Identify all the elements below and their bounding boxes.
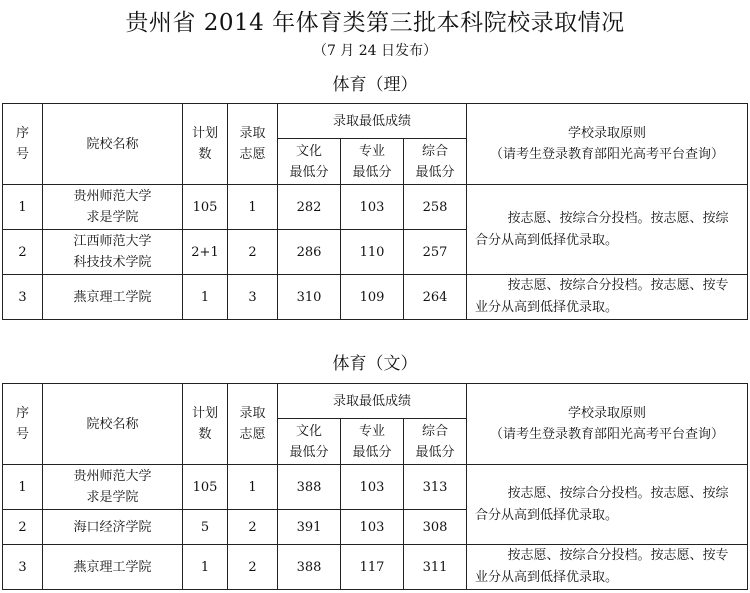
cell-choice: 2 [228,510,278,545]
cell-major: 109 [341,275,404,320]
header-choice: 录取 志愿 [228,104,278,185]
cell-combined: 257 [404,230,467,275]
cell-combined: 313 [404,465,467,510]
cell-school: 贵州师范大学 求是学院 [43,185,183,230]
header-seq: 序 号 [3,384,43,465]
cell-combined: 311 [404,545,467,590]
cell-principle: 按志愿、按综合分投档。按志愿、按专业分从高到低择优录取。 [467,545,748,590]
cell-choice: 3 [228,275,278,320]
cell-plan: 1 [183,545,228,590]
cell-principle: 按志愿、按综合分投档。按志愿、按专业分从高到低择优录取。 [467,275,748,320]
header-combined: 综合 最低分 [404,139,467,185]
page-title: 贵州省 2014 年体育类第三批本科院校录取情况 [125,10,625,36]
cell-seq: 3 [3,545,43,590]
cell-culture: 388 [278,545,341,590]
header-culture: 文化 最低分 [278,139,341,185]
cell-major: 117 [341,545,404,590]
header-principle: 学校录取原则 （请考生登录教育部阳光高考平台查询） [467,104,748,185]
header-major: 专业 最低分 [341,419,404,465]
cell-seq: 1 [3,465,43,510]
cell-choice: 2 [228,230,278,275]
header-plan: 计划 数 [183,384,228,465]
table-row [3,275,748,320]
header-principle: 学校录取原则 （请考生登录教育部阳光高考平台查询） [467,384,748,465]
cell-plan: 1 [183,275,228,320]
cell-seq: 2 [3,510,43,545]
cell-culture: 282 [278,185,341,230]
admission-table-arts [2,383,748,590]
cell-major: 103 [341,465,404,510]
cell-school: 江西师范大学 科技技术学院 [43,230,183,275]
cell-principle: 按志愿、按综合分投档。按志愿、按综合分从高到低择优录取。 [467,465,748,545]
header-min-scores: 录取最低成绩 [278,104,467,139]
cell-school: 贵州师范大学 求是学院 [43,465,183,510]
table-row [3,465,748,510]
cell-culture: 310 [278,275,341,320]
cell-culture: 286 [278,230,341,275]
cell-school: 燕京理工学院 [43,275,183,320]
cell-seq: 1 [3,185,43,230]
cell-choice: 1 [228,465,278,510]
cell-plan: 2+1 [183,230,228,275]
header-plan: 计划 数 [183,104,228,185]
cell-major: 103 [341,510,404,545]
header-combined: 综合 最低分 [404,419,467,465]
cell-seq: 2 [3,230,43,275]
cell-choice: 1 [228,185,278,230]
header-min-scores: 录取最低成绩 [278,384,467,419]
cell-plan: 5 [183,510,228,545]
header-school: 院校名称 [43,384,183,465]
section-title-arts: 体育（文） [332,354,418,374]
admission-table-science [2,103,748,320]
cell-combined: 258 [404,185,467,230]
cell-choice: 2 [228,545,278,590]
table-row [3,545,748,590]
cell-culture: 388 [278,465,341,510]
cell-culture: 391 [278,510,341,545]
cell-seq: 3 [3,275,43,320]
table-header-row [3,104,748,139]
cell-principle: 按志愿、按综合分投档。按志愿、按综合分从高到低择优录取。 [467,185,748,275]
table-row [3,185,748,230]
cell-school: 海口经济学院 [43,510,183,545]
header-choice: 录取 志愿 [228,384,278,465]
cell-school: 燕京理工学院 [43,545,183,590]
header-culture: 文化 最低分 [278,419,341,465]
cell-combined: 308 [404,510,467,545]
table-header-row [3,384,748,419]
release-date: （7 月 24 日发布） [312,43,438,59]
section-title-science: 体育（理） [332,75,418,95]
cell-major: 103 [341,185,404,230]
header-seq: 序 号 [3,104,43,185]
cell-major: 110 [341,230,404,275]
header-major: 专业 最低分 [341,139,404,185]
header-school: 院校名称 [43,104,183,185]
cell-combined: 264 [404,275,467,320]
cell-plan: 105 [183,185,228,230]
cell-plan: 105 [183,465,228,510]
